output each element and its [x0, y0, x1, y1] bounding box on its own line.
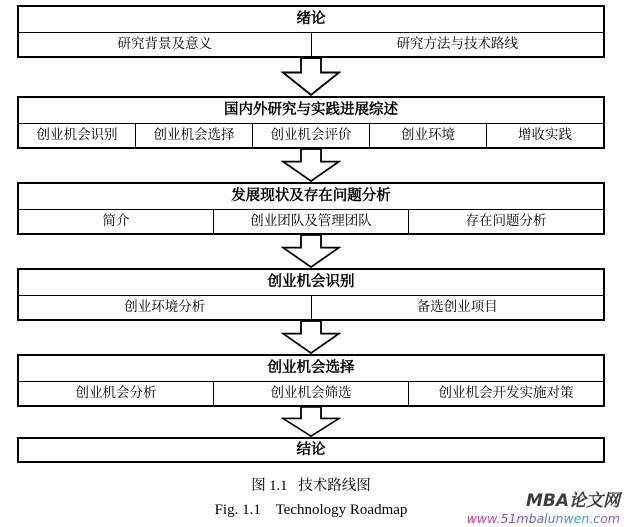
block-title: 结论 [296, 442, 326, 458]
watermark-brand: MBA论文网 [525, 491, 620, 512]
block-title: 创业机会识别 [19, 270, 603, 296]
block-cells [19, 210, 603, 233]
down-arrow-icon [281, 321, 341, 354]
block-cells [19, 382, 603, 405]
block-title: 创业机会选择 [19, 356, 603, 382]
down-arrow-icon [281, 407, 341, 437]
block-introduction [17, 5, 605, 58]
technology-roadmap-flowchart [17, 5, 605, 519]
block-title: 发展现状及存在问题分析 [19, 184, 603, 210]
down-arrow [17, 149, 605, 182]
down-arrow [17, 235, 605, 268]
block-opportunity-identification [17, 268, 605, 321]
down-arrow [17, 58, 605, 96]
down-arrow-icon [281, 58, 341, 96]
flow-cell: 备选创业项目 [416, 299, 498, 315]
flow-cell: 创业机会分析 [19, 382, 214, 405]
flow-cell: 简介 [19, 210, 214, 233]
block-cells [19, 296, 603, 319]
flow-cell: 创业环境 [370, 124, 487, 147]
flow-cell: 增收实践 [518, 127, 572, 143]
flow-cell: 创业环境分析 [19, 296, 312, 319]
down-arrow [17, 321, 605, 354]
block-cells [19, 33, 603, 56]
down-arrow-icon [281, 149, 341, 182]
flow-cell: 创业机会筛选 [214, 382, 409, 405]
figure-caption-chinese: 图 1.1 技术路线图 [251, 478, 371, 494]
flow-cell: 创业机会选择 [136, 124, 253, 147]
block-status-analysis [17, 182, 605, 235]
down-arrow [17, 407, 605, 437]
flow-cell: 创业机会识别 [19, 124, 136, 147]
block-title: 绪论 [19, 7, 603, 33]
block-cells [19, 124, 603, 147]
flow-cell: 创业机会开发实施对策 [438, 385, 574, 401]
block-literature-review [17, 96, 605, 149]
flow-cell: 创业团队及管理团队 [214, 210, 409, 233]
flow-cell: 研究方法与技术路线 [396, 36, 518, 52]
flow-cell: 创业机会评价 [253, 124, 370, 147]
block-opportunity-selection [17, 354, 605, 407]
figure-caption-english: Fig. 1.1 Technology Roadmap [214, 502, 408, 518]
flow-cell: 研究背景及意义 [19, 33, 312, 56]
watermark [467, 492, 620, 526]
block-title: 国内外研究与实践进展综述 [19, 98, 603, 124]
block-conclusion [17, 437, 605, 463]
flow-cell: 存在问题分析 [465, 213, 547, 229]
watermark-url: www.51mbalunwen.com [466, 510, 620, 526]
down-arrow-icon [281, 235, 341, 268]
